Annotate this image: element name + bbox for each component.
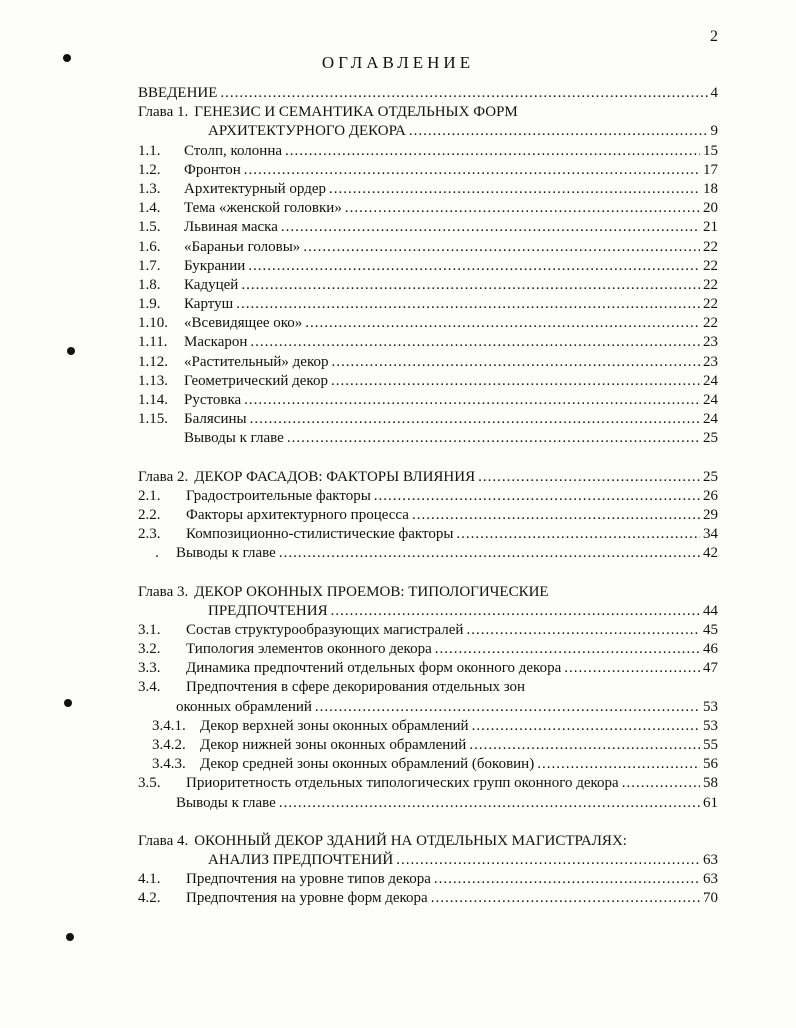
entry-text: Выводы к главе xyxy=(176,545,276,562)
toc-entry xyxy=(138,238,718,257)
entry-page: 24 xyxy=(703,372,718,389)
toc-entry xyxy=(138,774,718,793)
entry-page: 63 xyxy=(703,871,718,888)
entry-text: Предпочтения на уровне форм декора xyxy=(186,890,428,907)
entry-number: 2.2. xyxy=(138,506,161,523)
toc-entry xyxy=(138,180,718,199)
entry-text: Композиционно-стилистические факторы xyxy=(186,526,454,543)
toc-spot xyxy=(64,699,72,707)
entry-number: 2.3. xyxy=(138,526,161,543)
entry-page: 45 xyxy=(703,621,718,638)
entry-number: 3.1. xyxy=(138,621,161,638)
toc-entry xyxy=(138,640,718,659)
entry-number: 1.12. xyxy=(138,353,168,370)
entry-number: 1.11. xyxy=(138,334,168,351)
entry-number: 4.2. xyxy=(138,890,161,907)
entry-text: Приоритетность отдельных типологических групп оконного декора xyxy=(186,775,619,792)
entry-number: 4.1. xyxy=(138,871,161,888)
entry-page: 70 xyxy=(703,890,718,907)
entry-text: Балясины xyxy=(184,411,247,428)
entry-page: 24 xyxy=(703,411,718,428)
entry-page: 24 xyxy=(703,392,718,408)
entry-text: Картуш xyxy=(184,296,234,313)
entry-text: Факторы архитектурного процесса xyxy=(186,506,409,523)
entry-page: 22 xyxy=(703,296,718,313)
toc-title: ОГЛАВЛЕНИЕ xyxy=(321,53,475,72)
toc-entry-intro xyxy=(138,84,718,103)
entry-text: Архитектурный ордер xyxy=(184,180,326,197)
entry-number: 1.7. xyxy=(138,257,161,274)
entry-text: Букрании xyxy=(184,257,246,274)
entry-page: 26 xyxy=(703,487,718,504)
entry-number: 1.9. xyxy=(138,296,161,313)
entry-number: 1.1. xyxy=(138,142,161,159)
chapter-title-line-1: ГЕНЕЗИС И СЕМАНТИКА ОТДЕЛЬНЫХ ФОРМ xyxy=(194,104,518,121)
entry-text: Маскарон xyxy=(184,334,248,351)
chapter-title-line-2: АНАЛИЗ ПРЕДПОЧТЕНИЙ xyxy=(208,851,394,868)
entry-number: 3.2. xyxy=(138,641,161,658)
entry-page: 55 xyxy=(703,737,718,753)
chapter-1-heading xyxy=(138,103,718,122)
toc-entry xyxy=(138,276,718,295)
entry-text: Выводы к главе xyxy=(176,794,276,811)
entry-page: 22 xyxy=(703,276,718,293)
toc-entry xyxy=(138,257,718,276)
entry-page: 29 xyxy=(703,506,718,523)
entry-text: ВВЕДЕНИЕ xyxy=(138,85,218,101)
chapter-1-heading-cont xyxy=(138,122,718,141)
chapter-title-line-1: ДЕКОР ОКОННЫХ ПРОЕМОВ: ТИПОЛОГИЧЕСКИЕ xyxy=(194,583,549,600)
chapter-title-line-1: ДЕКОР ФАСАДОВ: ФАКТОРЫ ВЛИЯНИЯ xyxy=(194,468,476,485)
toc-entry xyxy=(138,295,718,314)
entry-text: Декор нижней зоны оконных обрамлений xyxy=(200,737,467,753)
entry-text: Типология элементов оконного декора xyxy=(186,641,432,658)
chapter-title-line-2: АРХИТЕКТУРНОГО ДЕКОРА xyxy=(208,123,406,140)
entry-number: 1.5. xyxy=(138,219,161,236)
entry-page: 42 xyxy=(703,545,718,562)
entry-page: 23 xyxy=(703,353,718,370)
toc-entry xyxy=(138,678,718,697)
entry-number: 3.4. xyxy=(138,679,161,696)
chapter-4-heading-cont xyxy=(138,851,718,870)
toc-spot xyxy=(63,54,71,62)
entry-page: 9 xyxy=(710,123,718,140)
toc-entry-conclusion xyxy=(138,794,718,813)
toc-spot xyxy=(66,933,74,941)
entry-text: Рустовка xyxy=(184,392,242,408)
entry-page: 18 xyxy=(703,180,718,197)
entry-page: 47 xyxy=(703,660,718,677)
entry-number: . xyxy=(155,545,159,562)
entry-text: «Бараньи головы» xyxy=(184,238,301,255)
entry-page: 23 xyxy=(703,334,718,351)
entry-number: 3.4.3. xyxy=(152,756,186,773)
page-number: 2 xyxy=(710,28,718,45)
entry-number: 1.4. xyxy=(138,200,161,217)
entry-number: 1.6. xyxy=(138,238,161,255)
entry-page: 17 xyxy=(703,161,718,178)
toc-entry xyxy=(138,218,718,237)
entry-text: Геометрический декор xyxy=(184,372,328,389)
entry-page: 44 xyxy=(703,602,718,619)
entry-text: Предпочтения в сфере декорирования отдельных зон xyxy=(186,679,526,696)
entry-page: 63 xyxy=(703,851,718,868)
toc-entry-conclusion xyxy=(138,429,718,448)
toc-entry xyxy=(138,889,718,908)
toc-entry xyxy=(138,314,718,333)
toc-entry xyxy=(138,161,718,180)
entry-page: 25 xyxy=(703,430,718,447)
toc-entry xyxy=(138,487,718,506)
toc-entry xyxy=(138,142,718,161)
entry-text: Предпочтения на уровне типов декора xyxy=(186,871,431,888)
chapter-title-line-2: ПРЕДПОЧТЕНИЯ xyxy=(208,602,328,619)
entry-text: Состав структурообразующих магистралей xyxy=(186,621,464,638)
entry-text: «Растительный» декор xyxy=(184,353,329,370)
entry-number: 1.2. xyxy=(138,161,161,178)
entry-text: Столп, колонна xyxy=(184,142,283,159)
entry-text: Кадуцей xyxy=(184,276,239,293)
chapter-number: Глава 2. xyxy=(138,468,189,485)
toc-entry xyxy=(138,870,718,889)
entry-page: 22 xyxy=(703,257,718,274)
entry-page: 34 xyxy=(703,526,718,543)
chapter-number: Глава 4. xyxy=(138,832,189,849)
entry-number: 1.13. xyxy=(138,372,168,389)
table-of-contents xyxy=(138,84,718,909)
entry-page: 21 xyxy=(703,219,718,236)
chapter-number: Глава 3. xyxy=(138,583,189,600)
toc-entry xyxy=(138,410,718,429)
entry-text: Декор верхней зоны оконных обрамлений xyxy=(200,717,469,734)
chapter-4-heading xyxy=(138,832,718,851)
entry-number: 3.5. xyxy=(138,775,161,792)
toc-entry xyxy=(138,372,718,391)
entry-page: 15 xyxy=(703,142,718,159)
toc-entry xyxy=(138,525,718,544)
entry-page: 53 xyxy=(703,698,718,715)
entry-page: 61 xyxy=(703,794,718,811)
toc-entry xyxy=(138,333,718,352)
entry-text: Тема «женской головки» xyxy=(184,200,342,217)
toc-entry xyxy=(138,199,718,218)
toc-subentry xyxy=(138,755,718,774)
entry-page: 46 xyxy=(703,641,718,658)
chapter-3-heading-cont xyxy=(138,602,718,621)
entry-number: 1.14. xyxy=(138,392,168,408)
toc-entry-cont xyxy=(138,698,718,717)
entry-page: 58 xyxy=(703,775,718,792)
entry-text: Фронтон xyxy=(184,161,241,178)
entry-text: Динамика предпочтений отдельных форм оконного декора xyxy=(186,660,562,677)
toc-entry xyxy=(138,391,718,410)
entry-page: 22 xyxy=(703,238,718,255)
toc-spot xyxy=(67,347,75,355)
entry-number: 1.10. xyxy=(138,315,168,332)
chapter-2-heading xyxy=(138,468,718,487)
entry-page: 20 xyxy=(703,200,718,217)
entry-page: 22 xyxy=(703,315,718,332)
entry-number: 1.3. xyxy=(138,180,161,197)
entry-page: 56 xyxy=(703,756,718,773)
entry-text: Львиная маска xyxy=(184,219,278,236)
entry-number: 2.1. xyxy=(138,487,161,504)
entry-number: 1.15. xyxy=(138,411,168,428)
chapter-3-heading xyxy=(138,583,718,602)
entry-page: 4 xyxy=(710,85,718,101)
toc-entry xyxy=(138,353,718,372)
toc-subentry xyxy=(138,736,718,755)
toc-subentry xyxy=(138,717,718,736)
chapter-title-line-1: ОКОННЫЙ ДЕКОР ЗДАНИЙ НА ОТДЕЛЬНЫХ МАГИСТРАЛЯХ: xyxy=(194,832,627,849)
entry-text: Градостроительные факторы xyxy=(186,487,371,504)
toc-entry xyxy=(138,506,718,525)
chapter-number: Глава 1. xyxy=(138,104,189,121)
entry-text: «Всевидящее око» xyxy=(184,315,303,332)
toc-entry xyxy=(138,621,718,640)
toc-entry-conclusion xyxy=(138,544,718,563)
entry-page: 25 xyxy=(703,468,718,485)
entry-text: Декор средней зоны оконных обрамлений (боковин) xyxy=(200,756,535,773)
entry-number: 3.4.1. xyxy=(152,717,186,734)
entry-number: 1.8. xyxy=(138,276,161,293)
entry-number: 3.4.2. xyxy=(152,737,186,753)
entry-text: оконных обрамлений xyxy=(176,698,312,715)
toc-entry xyxy=(138,659,718,678)
entry-number: 3.3. xyxy=(138,660,161,677)
entry-text: Выводы к главе xyxy=(184,430,284,447)
entry-page: 53 xyxy=(703,717,718,734)
